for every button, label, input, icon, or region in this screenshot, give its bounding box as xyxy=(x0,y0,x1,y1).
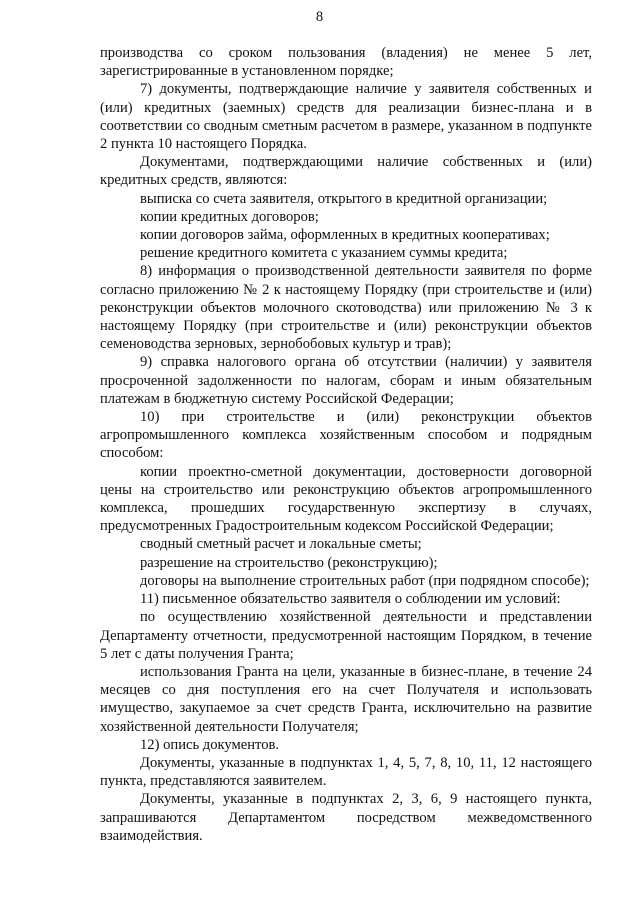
paragraph-funds-documents: Документами, подтверждающими наличие собственных и (или) кредитных средств, являются: xyxy=(100,154,592,189)
list-item-permit: разрешение на строительство (реконструкцию); xyxy=(140,554,438,571)
paragraph-applicant-docs: Документы, указанные в подпунктах 1, 4, 5, 7, 8, 10, 11, 12 настоящего пункта, представляются заявителем. xyxy=(100,754,592,790)
list-item-design-docs: копии проектно-сметной документации, достоверности договорной цены на строительство или реконструкцию объектов агропромышленного комплекса, прошедших государственную экспертизу в случаях, предусмотренных Градостроительным кодексом Российской Федерации; xyxy=(100,463,592,535)
paragraph-item-11: 11) письменное обязательство заявителя о соблюдении им условий: xyxy=(140,591,561,608)
paragraph-requested-docs: Документы, указанные в подпунктах 2, 3, 6, 9 настоящего пункта, запрашиваются Департаментом посредством межведомственного взаимодействия. xyxy=(100,791,592,844)
paragraph-item-12: 12) опись документов. xyxy=(140,736,280,753)
list-item-grant-use: использования Гранта на цели, указанные в бизнес-плане, в течение 24 месяцев со дня поступления его на счет Получателя и использовать имущество, закупаемое за счет средств Гранта, исключительно на развитие хозяйственной деятельности Получателя; xyxy=(100,663,592,735)
paragraph-item-9: 9) справка налогового органа об отсутствии (наличии) у заявителя просроченной задолженности по налогам, сборам и иным обязательным платежам в бюджетную систему Российской Федерации; xyxy=(100,354,592,407)
document-body xyxy=(100,44,592,845)
list-item-credit-committee: решение кредитного комитета с указанием суммы кредита; xyxy=(140,245,508,262)
paragraph-item-10: 10) при строительстве и (или) реконструкции объектов агропромышленного комплекса хозяйственным способом и подрядным способом: xyxy=(100,409,592,462)
list-item-contracts: договоры на выполнение строительных работ (при подрядном способе); xyxy=(140,572,590,589)
list-item-bank-statement: выписка со счета заявителя, открытого в кредитной организации; xyxy=(140,190,548,207)
list-item-credit-agreements: копии кредитных договоров; xyxy=(140,208,319,225)
list-item-estimates: сводный сметный расчет и локальные сметы; xyxy=(140,536,422,553)
paragraph-continuation: производства со сроком пользования (владения) не менее 5 лет, зарегистрированные в установленном порядке; xyxy=(100,45,592,80)
page-number: 8 xyxy=(315,9,324,25)
list-item-reporting: по осуществлению хозяйственной деятельности и представлении Департаменту отчетности, предусмотренной настоящим Порядком, в течение 5 лет с даты получения Гранта; xyxy=(100,609,592,662)
paragraph-item-8: 8) информация о производственной деятельности заявителя по форме согласно приложению № 2 к настоящему Порядку (при строительстве и (или) реконструкции объектов молочного скотоводства) или приложению № 3 к настоящему Порядку (при строительстве и (или) реконструкции объектов семеноводства зерновых, зернобобовых культур и трав); xyxy=(100,263,592,353)
paragraph-item-7: 7) документы, подтверждающие наличие у заявителя собственных и (или) кредитных (заемных) средств для реализации бизнес-плана и в соответствии со сводным сметным расчетом в размере, указанном в подпункте 2 пункта 10 настоящего Порядка. xyxy=(100,81,592,153)
list-item-loan-agreements: копии договоров займа, оформленных в кредитных кооперативах; xyxy=(140,227,550,244)
